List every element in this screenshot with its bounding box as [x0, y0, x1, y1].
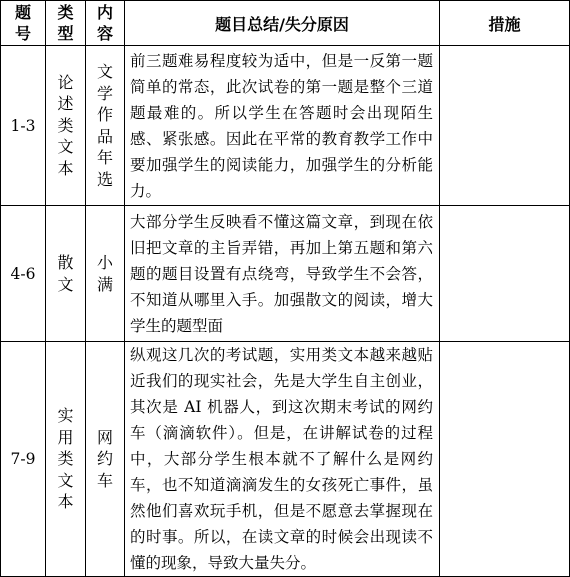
question-content: 文学作品年选	[86, 46, 125, 206]
summary-cell: 大部分学生反映看不懂这篇文章，到现在依旧把文章的主旨弄错，再加上第五题和第六题的题目设置有点绕弯，导致学生不会答，不知道从哪里入手。加强散文的阅读，增大学生的题型面	[125, 206, 440, 342]
question-content: 小满	[86, 206, 125, 342]
table-row	[1, 342, 570, 577]
table-row	[1, 206, 570, 342]
header-content: 内容	[86, 1, 125, 46]
measure-cell	[440, 206, 570, 342]
measure-cell	[440, 46, 570, 206]
question-number: 1-3	[1, 46, 46, 206]
header-summary: 题目总结/失分原因	[125, 1, 440, 46]
summary-cell: 前三题难易程度较为适中，但是一反第一题简单的常态，此次试卷的第一题是整个三道题最难的。所以学生在答题时会出现陌生感、紧张感。因此在平常的教育教学工作中要加强学生的阅读能力，加强学生的分析能力。	[125, 46, 440, 206]
header-type: 类型	[46, 1, 86, 46]
header-measure: 措施	[440, 1, 570, 46]
question-type: 实用类文本	[46, 342, 86, 577]
question-type: 论述类文本	[46, 46, 86, 206]
table-row	[1, 46, 570, 206]
header-num: 题号	[1, 1, 46, 46]
measure-cell	[440, 342, 570, 577]
summary-cell: 纵观这几次的考试题，实用类文本越来越贴近我们的现实社会，先是大学生自主创业，其次是 AI 机器人，到这次期末考试的网约车（滴滴软件）。但是，在讲解试卷的过程中，大部分学生根本就不了解什么是网约车，也不知道滴滴发生的女孩死亡事件，虽然他们喜欢玩手机，但是不愿意去掌握现在的时事。所以，在读文章的时候会出现读不懂的现象，导致大量失分。	[125, 342, 440, 577]
question-type: 散文	[46, 206, 86, 342]
question-content: 网约车	[86, 342, 125, 577]
question-number: 7-9	[1, 342, 46, 577]
question-number: 4-6	[1, 206, 46, 342]
header-row	[1, 1, 570, 46]
